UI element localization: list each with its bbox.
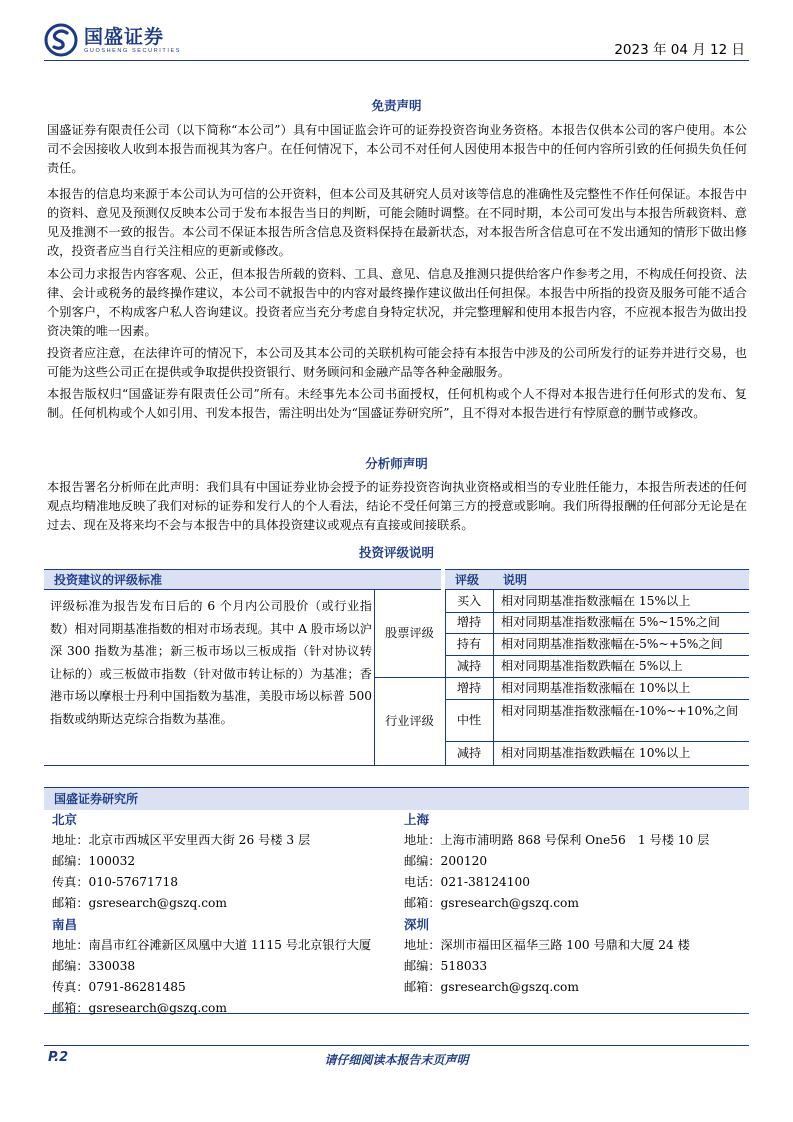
office-city-shanghai: 上海 — [404, 812, 430, 827]
office-address: 地址：北京市西城区平安里西大街 26 号楼 3 层 — [52, 833, 311, 847]
office-email: 邮箱：gsresearch@gszq.com — [404, 980, 579, 994]
institute-title: 国盛证券研究所 — [44, 788, 749, 810]
institute-contact-box — [44, 787, 749, 1014]
guosheng-logo-icon — [44, 23, 78, 57]
office-city-nanchang: 南昌 — [52, 917, 78, 932]
rating-label: 中性 — [456, 713, 482, 727]
rating-label: 增持 — [456, 615, 482, 629]
analyst-title: 分析师声明 — [365, 456, 428, 471]
industry-rating-group: 行业评级 — [385, 714, 434, 728]
office-fax: 传真：0791-86281485 — [52, 980, 186, 994]
rating-desc: 相对同期基准指数跌幅在 10%以上 — [501, 746, 691, 760]
page-number: P.2 — [48, 1050, 69, 1065]
disclaimer-title: 免责声明 — [371, 98, 422, 113]
rating-desc: 相对同期基准指数跌幅在 5%以上 — [501, 659, 683, 673]
rating-standard-text: 评级标准为报告发布日后的 6 个月内公司股价（或行业指数）相对同期基准指数的相对市场表现。其中 A 股市场以沪深 300 指数为基准；新三板市场以三板成指（针对协议转让标的）或三板做市指数（针对做市转让标的）为基准；香港市场以摩根士丹利中国指数为基准，美股市场以标普 500 指数或纳斯达克综合指数为基准。 — [50, 599, 372, 726]
disclaimer-paragraph-1: 国盛证券有限责任公司（以下简称“本公司”）具有中国证监会许可的证券投资咨询业务资格。本报告仅供本公司的客户使用。本公司不会因接收人收到本报告而视其为客户。在任何情况下，本公司不对任何人因使用本报告中的任何内容所引致的任何损失负任何责任。 — [47, 123, 747, 175]
rating-label: 买入 — [456, 594, 482, 608]
rating-header-right — [445, 569, 749, 590]
header-divider — [44, 60, 749, 61]
office-email: 邮箱：gsresearch@gszq.com — [52, 896, 227, 910]
grid-line — [493, 590, 494, 766]
disclaimer-paragraph-3: 本公司力求报告内容客观、公正，但本报告所载的资料、工具、意见、信息及推测只提供给客户作参考之用，不构成任何投资、法律、会计或税务的最终操作建议，本公司不就报告中的内容对最终操作建议做出任何担保。本报告中所指的投资及服务可能不适合个别客户，不构成客户私人咨询建议。投资者应当充分考虑自身特定状况，并完整理解和使用本报告内容，不应视本报告为做出投资决策的唯一因素。 — [47, 267, 747, 338]
company-logo — [44, 24, 181, 56]
office-postcode: 邮编：518033 — [404, 959, 488, 973]
rating-desc: 相对同期基准指数涨幅在 15%以上 — [501, 594, 691, 608]
office-city-shenzhen: 深圳 — [404, 917, 430, 932]
office-fax: 传真：010-57671718 — [52, 875, 178, 889]
office-phone: 电话：021-38124100 — [404, 875, 530, 889]
office-email: 邮箱：gsresearch@gszq.com — [52, 1001, 227, 1015]
rating-desc: 相对同期基准指数涨幅在-5%~+5%之间 — [501, 637, 723, 651]
rating-label: 增持 — [456, 681, 482, 695]
footer-divider — [44, 1045, 749, 1046]
office-postcode: 邮编：200120 — [404, 854, 488, 868]
disclaimer-paragraph-2: 本报告的信息均来源于本公司认为可信的公开资料，但本公司及其研究人员对该等信息的准确性及完整性不作任何保证。本报告中的资料、意见及预测仅反映本公司于发布本报告当日的判断，可能会随时调整。在不同时期，本公司可发出与本报告所载资料、意见及推测不一致的报告。本公司不保证本报告所含信息及资料保持在最新状态，对本报告所含信息可在不发出通知的情形下做出修改，投资者应当自行关注相应的更新或修改。 — [47, 187, 747, 258]
rating-desc: 相对同期基准指数涨幅在 5%~15%之间 — [501, 615, 720, 629]
office-address: 地址：上海市浦明路 868 号保利 One56 1 号楼 10 层 — [404, 833, 710, 847]
office-email: 邮箱：gsresearch@gszq.com — [404, 896, 579, 910]
rating-desc: 相对同期基准指数涨幅在-10%~+10%之间 — [501, 704, 739, 718]
rating-header-rating: 评级 — [455, 573, 480, 587]
grid-line — [44, 765, 749, 766]
office-city-beijing: 北京 — [52, 812, 78, 827]
rating-label: 减持 — [456, 746, 482, 760]
footer-note: 请仔细阅读本报告末页声明 — [324, 1053, 469, 1067]
disclaimer-paragraph-4: 投资者应注意，在法律许可的情况下，本公司及其本公司的关联机构可能会持有本报告中涉及的公司所发行的证券并进行交易，也可能为这些公司正在提供或争取提供投资银行、财务顾问和金融产品等各种金融服务。 — [47, 346, 747, 379]
rating-header-desc: 说明 — [503, 573, 528, 587]
disclaimer-paragraph-5: 本报告版权归“国盛证券有限责任公司”所有。未经事先本公司书面授权，任何机构或个人不得对本报告进行任何形式的发布、复制。任何机构或个人如引用、刊发本报告，需注明出处为“国盛证券研究所”，且不得对本报告进行有悖原意的删节或修改。 — [47, 387, 747, 420]
report-date: 2023 年 04 月 12 日 — [614, 42, 745, 58]
rating-label: 减持 — [456, 659, 482, 673]
office-postcode: 邮编：100032 — [52, 854, 136, 868]
rating-desc: 相对同期基准指数涨幅在 10%以上 — [501, 681, 691, 695]
analyst-paragraph: 本报告署名分析师在此声明：我们具有中国证券业协会授予的证券投资咨询执业资格或相当的专业胜任能力，本报告所表述的任何观点均精准地反映了我们对标的证券和发行人的个人看法，结论不受任何第三方的授意或影响。我们所得报酬的任何部分无论是在过去、现在及将来均不会与本报告中的具体投资建议或观点有直接或间接联系。 — [47, 480, 747, 532]
rating-title: 投资评级说明 — [358, 545, 434, 560]
logo-english-name: GUOSHENG SECURITIES — [84, 47, 182, 54]
rating-label: 持有 — [456, 637, 482, 651]
rating-table — [44, 569, 749, 766]
logo-chinese-name: 国盛证券 — [84, 25, 165, 48]
office-address: 地址：南昌市红谷滩新区凤凰中大道 1115 号北京银行大厦 — [52, 938, 372, 952]
rating-header-standard: 投资建议的评级标准 — [44, 569, 441, 590]
stock-rating-group: 股票评级 — [385, 626, 434, 640]
office-postcode: 邮编：330038 — [52, 959, 136, 973]
office-address: 地址：深圳市福田区福华三路 100 号鼎和大厦 24 楼 — [404, 938, 690, 952]
